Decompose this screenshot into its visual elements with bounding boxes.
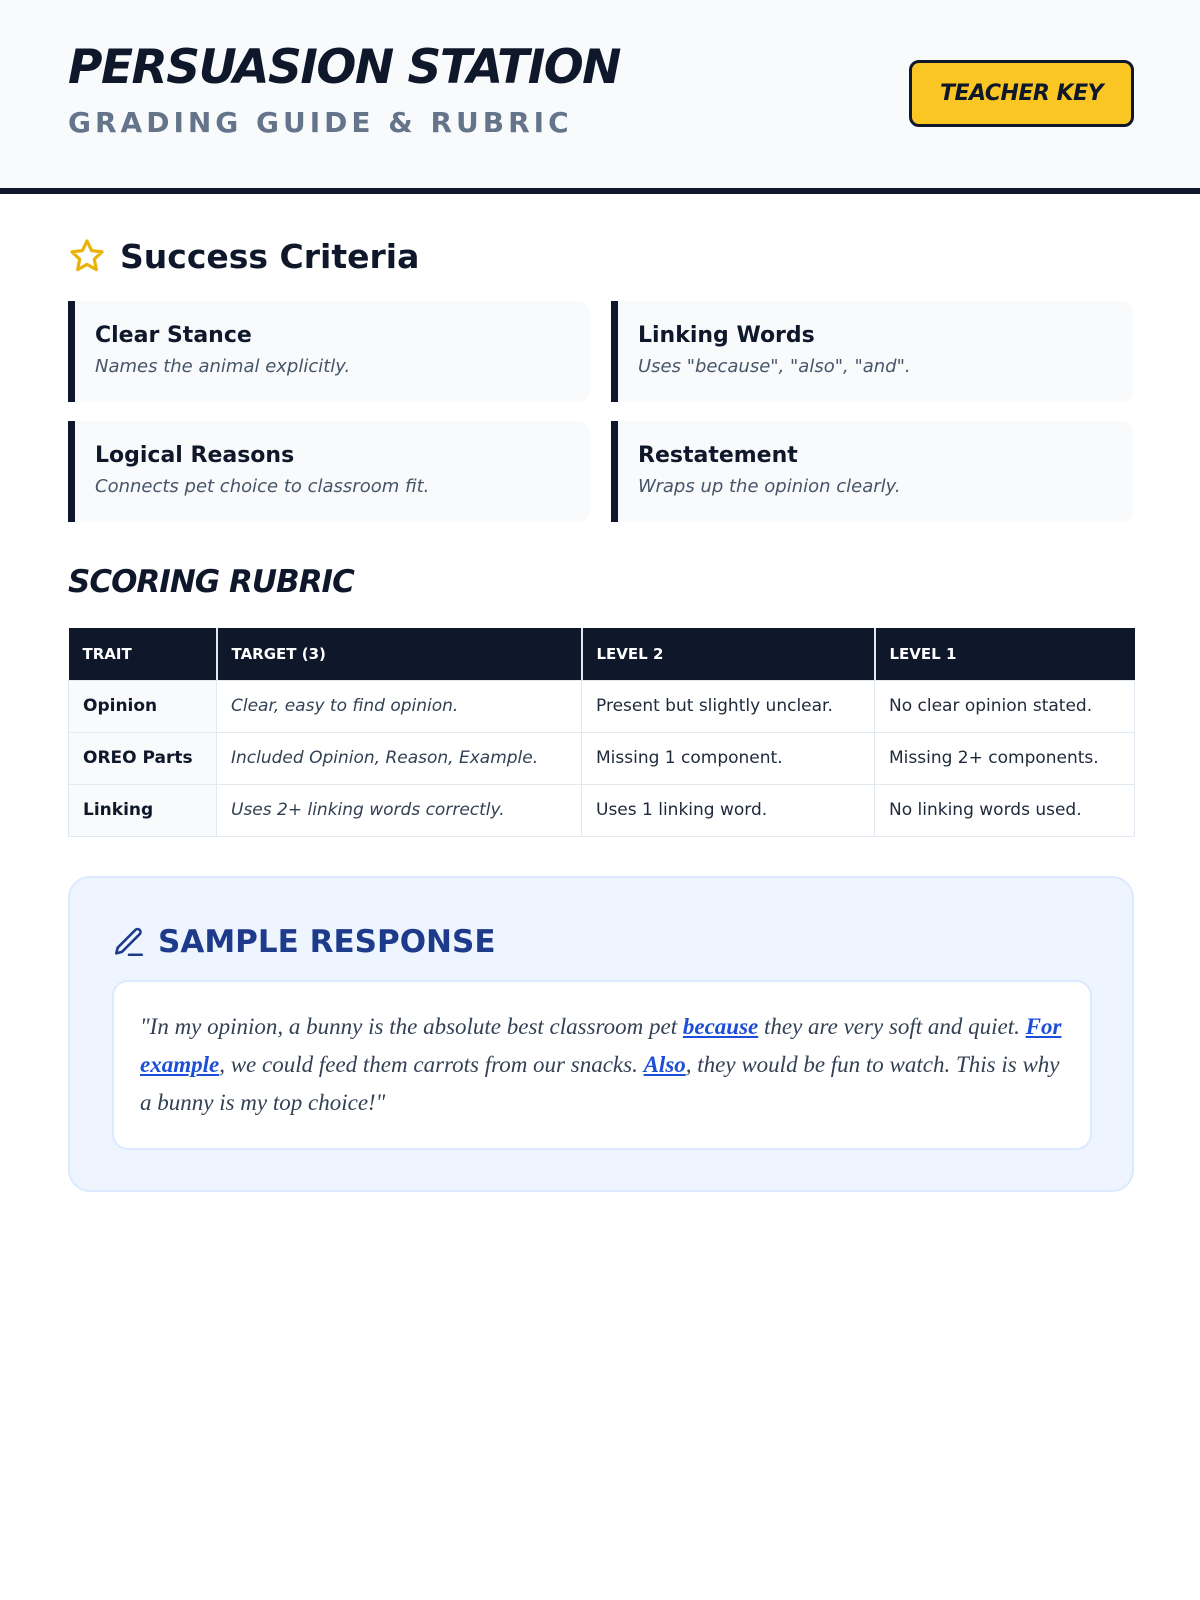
column-header-target: TARGET (3) <box>217 628 582 680</box>
trait-cell: OREO Parts <box>69 732 217 784</box>
page-header <box>0 0 1200 194</box>
target-cell: Clear, easy to find opinion. <box>217 680 582 732</box>
sample-response-heading <box>112 924 496 960</box>
success-criteria-title: Success Criteria <box>120 236 420 276</box>
criteria-description: Wraps up the opinion clearly. <box>638 476 901 497</box>
page-title: PERSUASION STATION <box>68 40 620 95</box>
scoring-rubric-heading: SCORING RUBRIC <box>68 564 354 600</box>
sample-response-panel <box>68 876 1134 1192</box>
page-subtitle: GRADING GUIDE & RUBRIC <box>68 106 573 139</box>
criteria-title: Logical Reasons <box>95 443 295 468</box>
table-row <box>69 732 1135 784</box>
criteria-title: Restatement <box>638 443 798 468</box>
sample-text: they are very soft and quiet. <box>758 1014 1026 1039</box>
sample-text: , we could feed them carrots from our snacks. <box>219 1052 644 1077</box>
sample-text: "In my opinion, a bunny is the absolute best classroom pet <box>140 1014 683 1039</box>
level-1-cell: Missing 2+ components. <box>875 732 1135 784</box>
column-header-level-1: LEVEL 1 <box>875 628 1135 680</box>
success-criteria-heading <box>68 236 419 276</box>
criteria-description: Names the animal explicitly. <box>95 356 351 377</box>
criteria-title: Clear Stance <box>95 323 252 348</box>
trait-cell: Linking <box>69 784 217 836</box>
linking-word-also: Also <box>643 1052 686 1077</box>
teacher-key-button[interactable]: TEACHER KEY <box>909 60 1134 127</box>
sample-text: , they would be fun to watch. This is why a bunny is my top choice!" <box>140 1052 1060 1115</box>
level-2-cell: Missing 1 component. <box>582 732 875 784</box>
level-1-cell: No linking words used. <box>875 784 1135 836</box>
criteria-card-restatement <box>611 421 1133 522</box>
target-cell: Included Opinion, Reason, Example. <box>217 732 582 784</box>
criteria-card-clear-stance <box>68 301 590 402</box>
column-header-level-2: LEVEL 2 <box>582 628 875 680</box>
pencil-icon <box>112 925 146 959</box>
criteria-description: Connects pet choice to classroom fit. <box>95 476 430 497</box>
criteria-card-linking-words <box>611 301 1133 402</box>
rubric-table <box>68 628 1135 837</box>
rubric-header-row <box>69 628 1135 680</box>
target-cell: Uses 2+ linking words correctly. <box>217 784 582 836</box>
sample-response-title: SAMPLE RESPONSE <box>158 924 496 960</box>
table-row <box>69 784 1135 836</box>
criteria-title: Linking Words <box>638 323 815 348</box>
column-header-trait: TRAIT <box>69 628 217 680</box>
linking-word-for-example: For example <box>140 1014 1062 1077</box>
linking-word-because: because <box>682 1014 759 1039</box>
trait-cell: Opinion <box>69 680 217 732</box>
level-2-cell: Present but slightly unclear. <box>582 680 875 732</box>
level-2-cell: Uses 1 linking word. <box>582 784 875 836</box>
criteria-description: Uses "because", "also", "and". <box>638 356 911 377</box>
level-1-cell: No clear opinion stated. <box>875 680 1135 732</box>
star-icon <box>68 237 106 275</box>
criteria-card-logical-reasons <box>68 421 590 522</box>
sample-response-text <box>112 980 1092 1150</box>
table-row <box>69 680 1135 732</box>
